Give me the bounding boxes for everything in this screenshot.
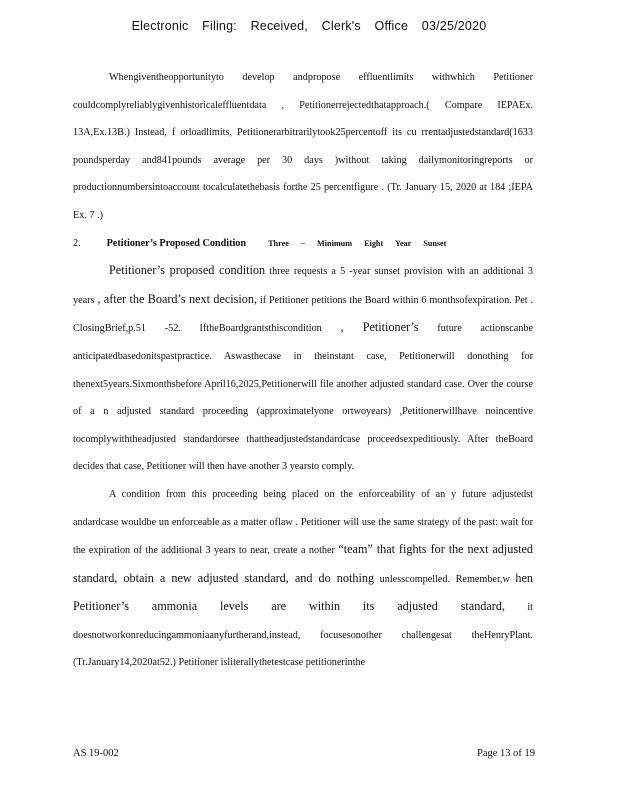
filing-stamp-header: Electronic Filing: Received, Clerk's Office 03/25/2020: [131, 19, 487, 33]
text-run-emphasis: hen Petitioner’s ammonia levels are within its adjusted standard,: [73, 570, 534, 614]
text-run: it doesnotworkonreducingammoniaanyfurtherand,instead, focusesonother challengesat theHenryPlant.(Tr.January14,2020at52.) Petitioner isliterallythetestcase petitionerinthe: [73, 602, 533, 669]
text-run-emphasis: , Petitioner’s: [340, 320, 419, 335]
section-heading: [73, 230, 533, 258]
paragraph-lead-phrase: Petitioner’s proposed condition: [109, 263, 266, 278]
document-body: [73, 64, 533, 677]
text-run: three requests a 5 -year sunset provision with an additional 3 years: [73, 266, 534, 306]
section-title: Petitioner’s Proposed Condition: [106, 237, 247, 249]
text-run-emphasis: “team” that fights for the next adjusted standard, obtain a new adjusted standard, and do nothing: [73, 542, 533, 585]
paragraph-effluent-limits: Whengiventheopportunityto develop andpropose effluentlimits withwhich Petitioner couldcomplyreliablygivenhistoricaleffluentdata , Petitionerrejectedthatapproach.( Compare IEPAEx. 13A,Ex.13B.) Instead, f orloadlimits, Petitionerarbitrarilytook25percentoff its cu rrentadjustedstandard(1633 poundsperday and841pounds average per 30 days )without taking dailymonitoringreports or productionnumbersintoaccount tocalculatethebasis forthe 25 percentfigure . (Tr. January 15, 2020 at 184 ;IEPA Ex. 7 .): [73, 72, 533, 221]
page-number: Page 13 of 19: [477, 748, 536, 759]
text-run: A condition from this proceeding being placed on the enforceability of an y future adjustedst andardcase wouldbe un enforceable as a matter oflaw . Petitioner will use the same strategy of the past: wait for the expiration of the additional 3 years to near, create a nother: [73, 488, 533, 557]
text-run-emphasis: , after the Board’s next decision,: [97, 291, 258, 306]
text-run: if Petitioner petitions the Board within 6 monthsofexpiration. Pet . ClosingBrief,p.51 -52. IftheBoardgrantsthiscondition: [73, 294, 534, 335]
section-number: 2.: [73, 237, 81, 249]
text-run: future actionscanbe anticipatedbasedonitspastpractice. Aswasthecase in theinstant case, Petitionerwill donothing for thenext5years.Sixmonthsbefore April16,2025,Petitionerwill file another adjusted standard case. Over the course of a n adjusted standard proceeding (approximatelyone ortwoyears) ,Petitionerwillhave noincentive tocomplywiththeadjusted standardorsee thattheadjustedstandardcase proceedsexpeditiously. After theBoard decides that case, Petitioner will then have another 3 yearsto comply.: [73, 323, 534, 473]
paragraph-proposed-condition: [73, 257, 533, 481]
paragraph-enforceability: [73, 481, 533, 677]
section-subtitle: Three – Minimum Eight Year Sunset: [268, 238, 447, 248]
text-run: unlesscompelled. Remember,w: [379, 573, 510, 585]
case-number: AS 19-002: [73, 748, 119, 759]
